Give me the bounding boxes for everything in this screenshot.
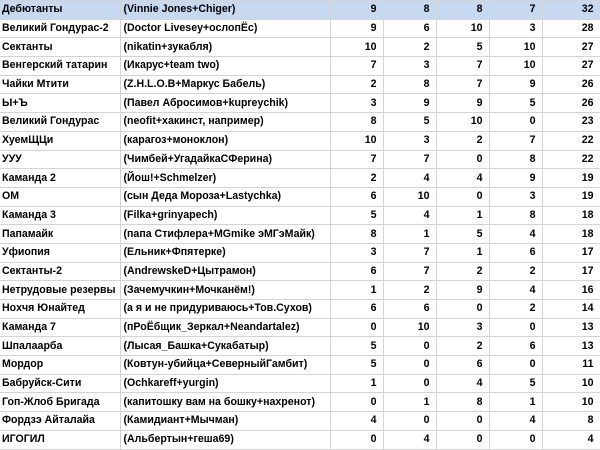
- round-1-score-cell[interactable]: 5: [330, 356, 383, 375]
- round-4-score-cell[interactable]: 10: [489, 38, 542, 57]
- round-2-score-cell[interactable]: 7: [383, 243, 436, 262]
- team-name-cell[interactable]: Сектанты-2: [0, 262, 120, 281]
- round-2-score-cell[interactable]: 0: [383, 374, 436, 393]
- team-name-cell[interactable]: ХуемЩЦи: [0, 131, 120, 150]
- round-1-score-cell[interactable]: 0: [330, 393, 383, 412]
- round-4-score-cell[interactable]: 0: [489, 430, 542, 449]
- total-score-cell[interactable]: 10: [542, 374, 600, 393]
- round-3-score-cell[interactable]: 0: [436, 150, 489, 169]
- table-row[interactable]: [0, 300, 600, 319]
- team-lineup-cell[interactable]: (Лысая_Башка+Сукабатыр): [120, 337, 330, 356]
- team-lineup-cell[interactable]: (Vinnie Jones+Chiger): [120, 1, 330, 20]
- round-4-score-cell[interactable]: 6: [489, 243, 542, 262]
- round-1-score-cell[interactable]: 10: [330, 38, 383, 57]
- round-3-score-cell[interactable]: 2: [436, 262, 489, 281]
- round-1-score-cell[interactable]: 2: [330, 169, 383, 188]
- table-row[interactable]: [0, 374, 600, 393]
- total-score-cell[interactable]: 19: [542, 187, 600, 206]
- round-4-score-cell[interactable]: 0: [489, 113, 542, 132]
- team-name-cell[interactable]: ИГОГИЛ: [0, 430, 120, 449]
- total-score-cell[interactable]: 8: [542, 412, 600, 431]
- team-lineup-cell[interactable]: (Ochkareff+yurgin): [120, 374, 330, 393]
- round-2-score-cell[interactable]: 0: [383, 356, 436, 375]
- team-name-cell[interactable]: УУУ: [0, 150, 120, 169]
- total-score-cell[interactable]: 10: [542, 393, 600, 412]
- team-name-cell[interactable]: Великий Гондурас-2: [0, 19, 120, 38]
- team-lineup-cell[interactable]: (Ельник+Фпятерке): [120, 243, 330, 262]
- round-2-score-cell[interactable]: 7: [383, 262, 436, 281]
- round-4-score-cell[interactable]: 8: [489, 206, 542, 225]
- round-3-score-cell[interactable]: 0: [436, 187, 489, 206]
- team-name-cell[interactable]: Каманда 7: [0, 318, 120, 337]
- team-name-cell[interactable]: Шпалаарба: [0, 337, 120, 356]
- team-name-cell[interactable]: Папамайк: [0, 225, 120, 244]
- team-lineup-cell[interactable]: (Z.H.L.O.B+Маркус Бабель): [120, 75, 330, 94]
- total-score-cell[interactable]: 26: [542, 94, 600, 113]
- total-score-cell[interactable]: 27: [542, 38, 600, 57]
- round-4-score-cell[interactable]: 5: [489, 94, 542, 113]
- round-4-score-cell[interactable]: 9: [489, 75, 542, 94]
- round-2-score-cell[interactable]: 4: [383, 206, 436, 225]
- team-lineup-cell[interactable]: (Йош!+Schmelzer): [120, 169, 330, 188]
- team-lineup-cell[interactable]: (Чимбей+УгадайкаСФерина): [120, 150, 330, 169]
- round-3-score-cell[interactable]: 5: [436, 38, 489, 57]
- round-2-score-cell[interactable]: 4: [383, 169, 436, 188]
- round-1-score-cell[interactable]: 7: [330, 150, 383, 169]
- round-1-score-cell[interactable]: 2: [330, 75, 383, 94]
- round-1-score-cell[interactable]: 7: [330, 57, 383, 76]
- round-1-score-cell[interactable]: 6: [330, 262, 383, 281]
- round-4-score-cell[interactable]: 7: [489, 131, 542, 150]
- team-lineup-cell[interactable]: (Камидиант+Мычман): [120, 412, 330, 431]
- round-3-score-cell[interactable]: 9: [436, 94, 489, 113]
- round-1-score-cell[interactable]: 4: [330, 412, 383, 431]
- team-lineup-cell[interactable]: (Павел Абросимов+kupreychik): [120, 94, 330, 113]
- round-3-score-cell[interactable]: 1: [436, 243, 489, 262]
- round-3-score-cell[interactable]: 10: [436, 19, 489, 38]
- table-row[interactable]: [0, 38, 600, 57]
- total-score-cell[interactable]: 17: [542, 262, 600, 281]
- round-3-score-cell[interactable]: 0: [436, 300, 489, 319]
- team-name-cell[interactable]: Чайки Мтити: [0, 75, 120, 94]
- round-1-score-cell[interactable]: 9: [330, 1, 383, 20]
- table-row[interactable]: [0, 187, 600, 206]
- team-lineup-cell[interactable]: (а я и не придуриваюсь+Тов.Сухов): [120, 300, 330, 319]
- total-score-cell[interactable]: 22: [542, 131, 600, 150]
- total-score-cell[interactable]: 28: [542, 19, 600, 38]
- round-1-score-cell[interactable]: 1: [330, 374, 383, 393]
- round-1-score-cell[interactable]: 3: [330, 243, 383, 262]
- team-name-cell[interactable]: Ноxчя Юнайтед: [0, 300, 120, 319]
- round-1-score-cell[interactable]: 8: [330, 225, 383, 244]
- table-row[interactable]: [0, 75, 600, 94]
- table-row[interactable]: [0, 150, 600, 169]
- table-row[interactable]: [0, 19, 600, 38]
- round-2-score-cell[interactable]: 1: [383, 393, 436, 412]
- round-1-score-cell[interactable]: 5: [330, 337, 383, 356]
- table-row[interactable]: [0, 393, 600, 412]
- round-1-score-cell[interactable]: 1: [330, 281, 383, 300]
- round-3-score-cell[interactable]: 4: [436, 374, 489, 393]
- round-1-score-cell[interactable]: 8: [330, 113, 383, 132]
- team-lineup-cell[interactable]: (капитошку вам на бошку+нахренот): [120, 393, 330, 412]
- table-row[interactable]: [0, 262, 600, 281]
- round-2-score-cell[interactable]: 3: [383, 131, 436, 150]
- team-name-cell[interactable]: Дебютанты: [0, 1, 120, 20]
- team-lineup-cell[interactable]: (пРоЁбщик_Зеркал+Neandartalez): [120, 318, 330, 337]
- team-name-cell[interactable]: ОМ: [0, 187, 120, 206]
- table-row[interactable]: [0, 225, 600, 244]
- round-2-score-cell[interactable]: 8: [383, 1, 436, 20]
- table-row[interactable]: [0, 113, 600, 132]
- round-3-score-cell[interactable]: 5: [436, 225, 489, 244]
- team-name-cell[interactable]: Гоп-Жлоб Бригада: [0, 393, 120, 412]
- round-2-score-cell[interactable]: 2: [383, 38, 436, 57]
- round-4-score-cell[interactable]: 6: [489, 337, 542, 356]
- table-row[interactable]: [0, 243, 600, 262]
- round-2-score-cell[interactable]: 5: [383, 113, 436, 132]
- team-lineup-cell[interactable]: (neofit+хакинст, например): [120, 113, 330, 132]
- team-name-cell[interactable]: Нетрудовые резервы: [0, 281, 120, 300]
- round-1-score-cell[interactable]: 6: [330, 300, 383, 319]
- round-2-score-cell[interactable]: 7: [383, 150, 436, 169]
- round-2-score-cell[interactable]: 10: [383, 187, 436, 206]
- table-row[interactable]: [0, 1, 600, 20]
- total-score-cell[interactable]: 17: [542, 243, 600, 262]
- total-score-cell[interactable]: 11: [542, 356, 600, 375]
- round-4-score-cell[interactable]: 3: [489, 187, 542, 206]
- team-name-cell[interactable]: Каманда 2: [0, 169, 120, 188]
- table-row[interactable]: [0, 318, 600, 337]
- round-4-score-cell[interactable]: 0: [489, 356, 542, 375]
- round-2-score-cell[interactable]: 6: [383, 19, 436, 38]
- table-row[interactable]: [0, 430, 600, 449]
- total-score-cell[interactable]: 4: [542, 430, 600, 449]
- total-score-cell[interactable]: 26: [542, 75, 600, 94]
- team-lineup-cell[interactable]: (Filka+grinyapech): [120, 206, 330, 225]
- round-1-score-cell[interactable]: 6: [330, 187, 383, 206]
- round-3-score-cell[interactable]: 8: [436, 1, 489, 20]
- total-score-cell[interactable]: 22: [542, 150, 600, 169]
- round-1-score-cell[interactable]: 3: [330, 94, 383, 113]
- round-3-score-cell[interactable]: 0: [436, 430, 489, 449]
- total-score-cell[interactable]: 32: [542, 1, 600, 20]
- round-4-score-cell[interactable]: 0: [489, 318, 542, 337]
- team-name-cell[interactable]: Уфиопия: [0, 243, 120, 262]
- team-lineup-cell[interactable]: (сын Деда Мороза+Lastychka): [120, 187, 330, 206]
- total-score-cell[interactable]: 19: [542, 169, 600, 188]
- round-2-score-cell[interactable]: 6: [383, 300, 436, 319]
- team-lineup-cell[interactable]: (Зачемучкин+Мочканём!): [120, 281, 330, 300]
- round-4-score-cell[interactable]: 1: [489, 393, 542, 412]
- round-4-score-cell[interactable]: 5: [489, 374, 542, 393]
- round-1-score-cell[interactable]: 0: [330, 318, 383, 337]
- team-name-cell[interactable]: Мордор: [0, 356, 120, 375]
- round-4-score-cell[interactable]: 10: [489, 57, 542, 76]
- round-3-score-cell[interactable]: 3: [436, 318, 489, 337]
- round-3-score-cell[interactable]: 1: [436, 206, 489, 225]
- team-lineup-cell[interactable]: (Ковтун-убийца+СеверныйГамбит): [120, 356, 330, 375]
- total-score-cell[interactable]: 14: [542, 300, 600, 319]
- team-lineup-cell[interactable]: (nikatin+зукабля): [120, 38, 330, 57]
- team-name-cell[interactable]: Каманда 3: [0, 206, 120, 225]
- total-score-cell[interactable]: 23: [542, 113, 600, 132]
- round-4-score-cell[interactable]: 7: [489, 1, 542, 20]
- round-4-score-cell[interactable]: 2: [489, 300, 542, 319]
- round-3-score-cell[interactable]: 8: [436, 393, 489, 412]
- round-4-score-cell[interactable]: 8: [489, 150, 542, 169]
- table-row[interactable]: [0, 169, 600, 188]
- round-3-score-cell[interactable]: 7: [436, 75, 489, 94]
- round-4-score-cell[interactable]: 4: [489, 225, 542, 244]
- round-4-score-cell[interactable]: 9: [489, 169, 542, 188]
- team-lineup-cell[interactable]: (карагоз+моноклон): [120, 131, 330, 150]
- round-4-score-cell[interactable]: 3: [489, 19, 542, 38]
- team-lineup-cell[interactable]: (Альбертын+геша69): [120, 430, 330, 449]
- round-1-score-cell[interactable]: 5: [330, 206, 383, 225]
- round-4-score-cell[interactable]: 4: [489, 412, 542, 431]
- table-row[interactable]: [0, 356, 600, 375]
- team-name-cell[interactable]: Сектанты: [0, 38, 120, 57]
- round-3-score-cell[interactable]: 2: [436, 131, 489, 150]
- results-table-body: [0, 1, 600, 450]
- table-row[interactable]: [0, 94, 600, 113]
- round-3-score-cell[interactable]: 0: [436, 412, 489, 431]
- team-lineup-cell[interactable]: (папа Стифлера+MGmike эМГэМайк): [120, 225, 330, 244]
- table-row[interactable]: [0, 206, 600, 225]
- team-lineup-cell[interactable]: (Икарус+team two): [120, 57, 330, 76]
- team-lineup-cell[interactable]: (AndrewskeD+Цытрамон): [120, 262, 330, 281]
- team-name-cell[interactable]: Фордзэ Айталайа: [0, 412, 120, 431]
- team-name-cell[interactable]: Великий Гондурас: [0, 113, 120, 132]
- round-2-score-cell[interactable]: 8: [383, 75, 436, 94]
- total-score-cell[interactable]: 13: [542, 337, 600, 356]
- round-2-score-cell[interactable]: 1: [383, 225, 436, 244]
- team-name-cell[interactable]: Венгерский татарин: [0, 57, 120, 76]
- table-row[interactable]: [0, 281, 600, 300]
- table-row[interactable]: [0, 57, 600, 76]
- table-row[interactable]: [0, 131, 600, 150]
- round-3-score-cell[interactable]: 2: [436, 337, 489, 356]
- round-1-score-cell[interactable]: 10: [330, 131, 383, 150]
- total-score-cell[interactable]: 18: [542, 206, 600, 225]
- round-2-score-cell[interactable]: 4: [383, 430, 436, 449]
- round-3-score-cell[interactable]: 7: [436, 57, 489, 76]
- round-3-score-cell[interactable]: 6: [436, 356, 489, 375]
- round-4-score-cell[interactable]: 2: [489, 262, 542, 281]
- total-score-cell[interactable]: 18: [542, 225, 600, 244]
- round-2-score-cell[interactable]: 3: [383, 57, 436, 76]
- round-4-score-cell[interactable]: 4: [489, 281, 542, 300]
- table-row[interactable]: [0, 337, 600, 356]
- round-3-score-cell[interactable]: 10: [436, 113, 489, 132]
- round-3-score-cell[interactable]: 9: [436, 281, 489, 300]
- round-1-score-cell[interactable]: 9: [330, 19, 383, 38]
- team-name-cell[interactable]: Ы+Ъ: [0, 94, 120, 113]
- team-name-cell[interactable]: Бабруйск-Сити: [0, 374, 120, 393]
- round-1-score-cell[interactable]: 0: [330, 430, 383, 449]
- round-2-score-cell[interactable]: 9: [383, 94, 436, 113]
- total-score-cell[interactable]: 13: [542, 318, 600, 337]
- round-2-score-cell[interactable]: 10: [383, 318, 436, 337]
- round-2-score-cell[interactable]: 0: [383, 337, 436, 356]
- round-3-score-cell[interactable]: 4: [436, 169, 489, 188]
- total-score-cell[interactable]: 27: [542, 57, 600, 76]
- total-score-cell[interactable]: 16: [542, 281, 600, 300]
- table-row[interactable]: [0, 412, 600, 431]
- team-lineup-cell[interactable]: (Doctor Livesey+ослопЁс): [120, 19, 330, 38]
- round-2-score-cell[interactable]: 0: [383, 412, 436, 431]
- round-2-score-cell[interactable]: 2: [383, 281, 436, 300]
